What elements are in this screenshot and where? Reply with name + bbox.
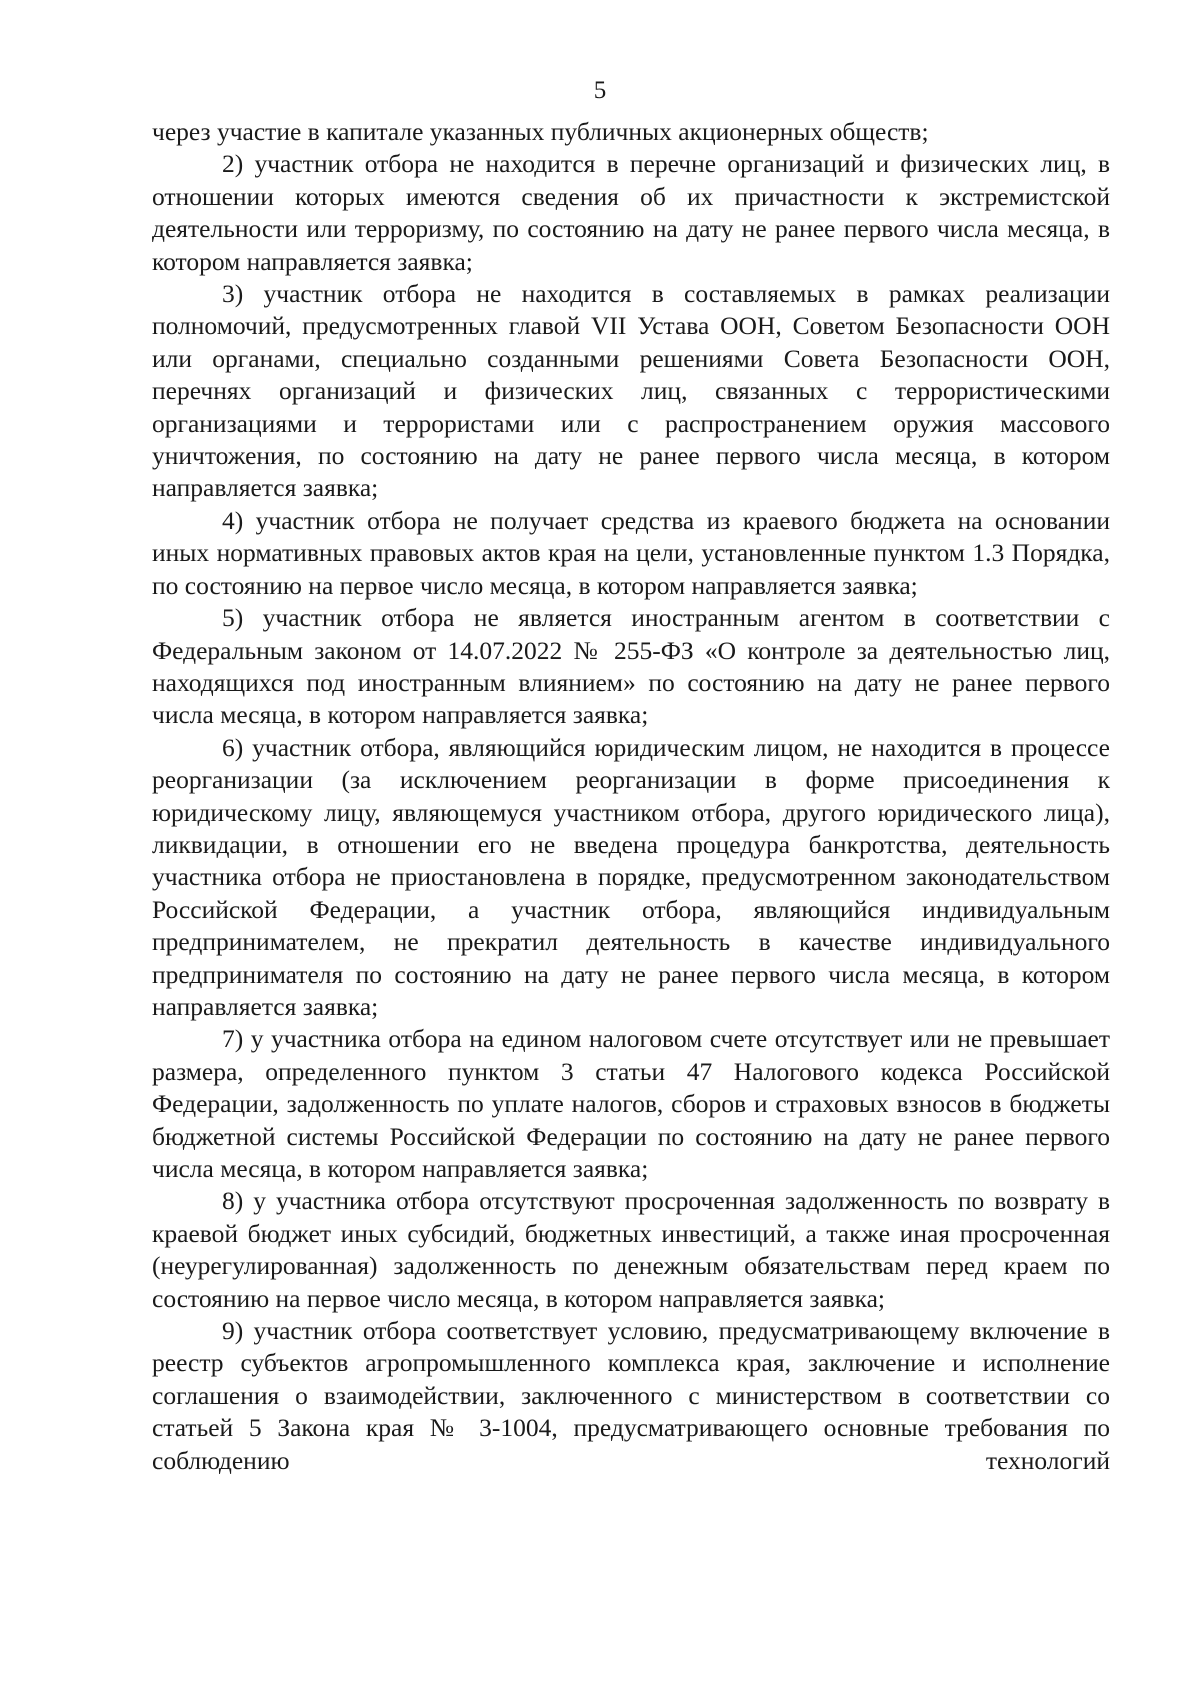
paragraph-item-7: 7) у участника отбора на едином налоговом счете отсутствует или не превышает размера, определенного пунктом 3 статьи 47 Налогового кодекса Российской Федерации, задолженность по уплате налогов, сборов и страховых взносов в бюджеты бюджетной системы Российской Федерации по состоянию на дату не ранее первого числа месяца, в котором направляется заявка; [152,1024,1110,1183]
paragraph-continuation: через участие в капитале указанных публичных акционерных обществ; [152,117,929,146]
paragraph-item-5: 5) участник отбора не является иностранным агентом в соответствии с Федеральным законом от 14.07.2022 № 255-ФЗ «О контроле за деятельностью лиц, находящихся под иностранным влиянием» по состоянию на дату не ранее первого числа месяца, в котором направляется заявка; [152,603,1110,730]
paragraph-item-8: 8) у участника отбора отсутствуют просроченная задолженность по возврату в краевой бюджет иных субсидий, бюджетных инвестиций, а также иная просроченная (неурегулированная) задолженность по денежным обязательствам перед краем по состоянию на первое число месяца, в котором направляется заявка; [152,1186,1110,1313]
paragraph-item-4: 4) участник отбора не получает средства из краевого бюджета на основании иных нормативных правовых актов края на цели, установленные пунктом 1.3 Порядка, по состоянию на первое число месяца, в котором направляется заявка; [152,505,1110,600]
paragraph-item-9: 9) участник отбора соответствует условию, предусматривающему включение в реестр субъектов агропромышленного комплекса края, заключение и исполнение соглашения о взаимодействии, заключенного с министерством в соответствии со статьей 5 Закона края № 3-1004, предусматривающего основные требования по соблюдению технологий [152,1316,1110,1475]
paragraph-item-2: 2) участник отбора не находится в перечне организаций и физических лиц, в отношении которых имеются сведения об их причастности к экстремистской деятельности или терроризму, по состоянию на дату не ранее первого числа месяца, в котором направляется заявка; [152,149,1110,276]
document-body [152,116,1110,1477]
page-number: 5 [593,77,607,104]
paragraph-item-3: 3) участник отбора не находится в составляемых в рамках реализации полномочий, предусмотренных главой VII Устава ООН, Советом Безопасности ООН или органами, специально созданными решениями Совета Безопасности ООН, перечнях организаций и физических лиц, связанных с террористическими организациями и террористами или с распространением оружия массового уничтожения, по состоянию на дату не ранее первого числа месяца, в котором направляется заявка; [152,279,1110,503]
paragraph-item-6: 6) участник отбора, являющийся юридическим лицом, не находится в процессе реорганизации (за исключением реорганизации в форме присоединения к юридическому лицу, являющемуся участником отбора, другого юридического лица), ликвидации, в отношении его не введена процедура банкротства, деятельность участника отбора не приостановлена в порядке, предусмотренном законодательством Российской Федерации, а участник отбора, являющийся индивидуальным предпринимателем, не прекратил деятельность в качестве индивидуального предпринимателя по состоянию на дату не ранее первого числа месяца, в котором направляется заявка; [152,732,1110,1021]
